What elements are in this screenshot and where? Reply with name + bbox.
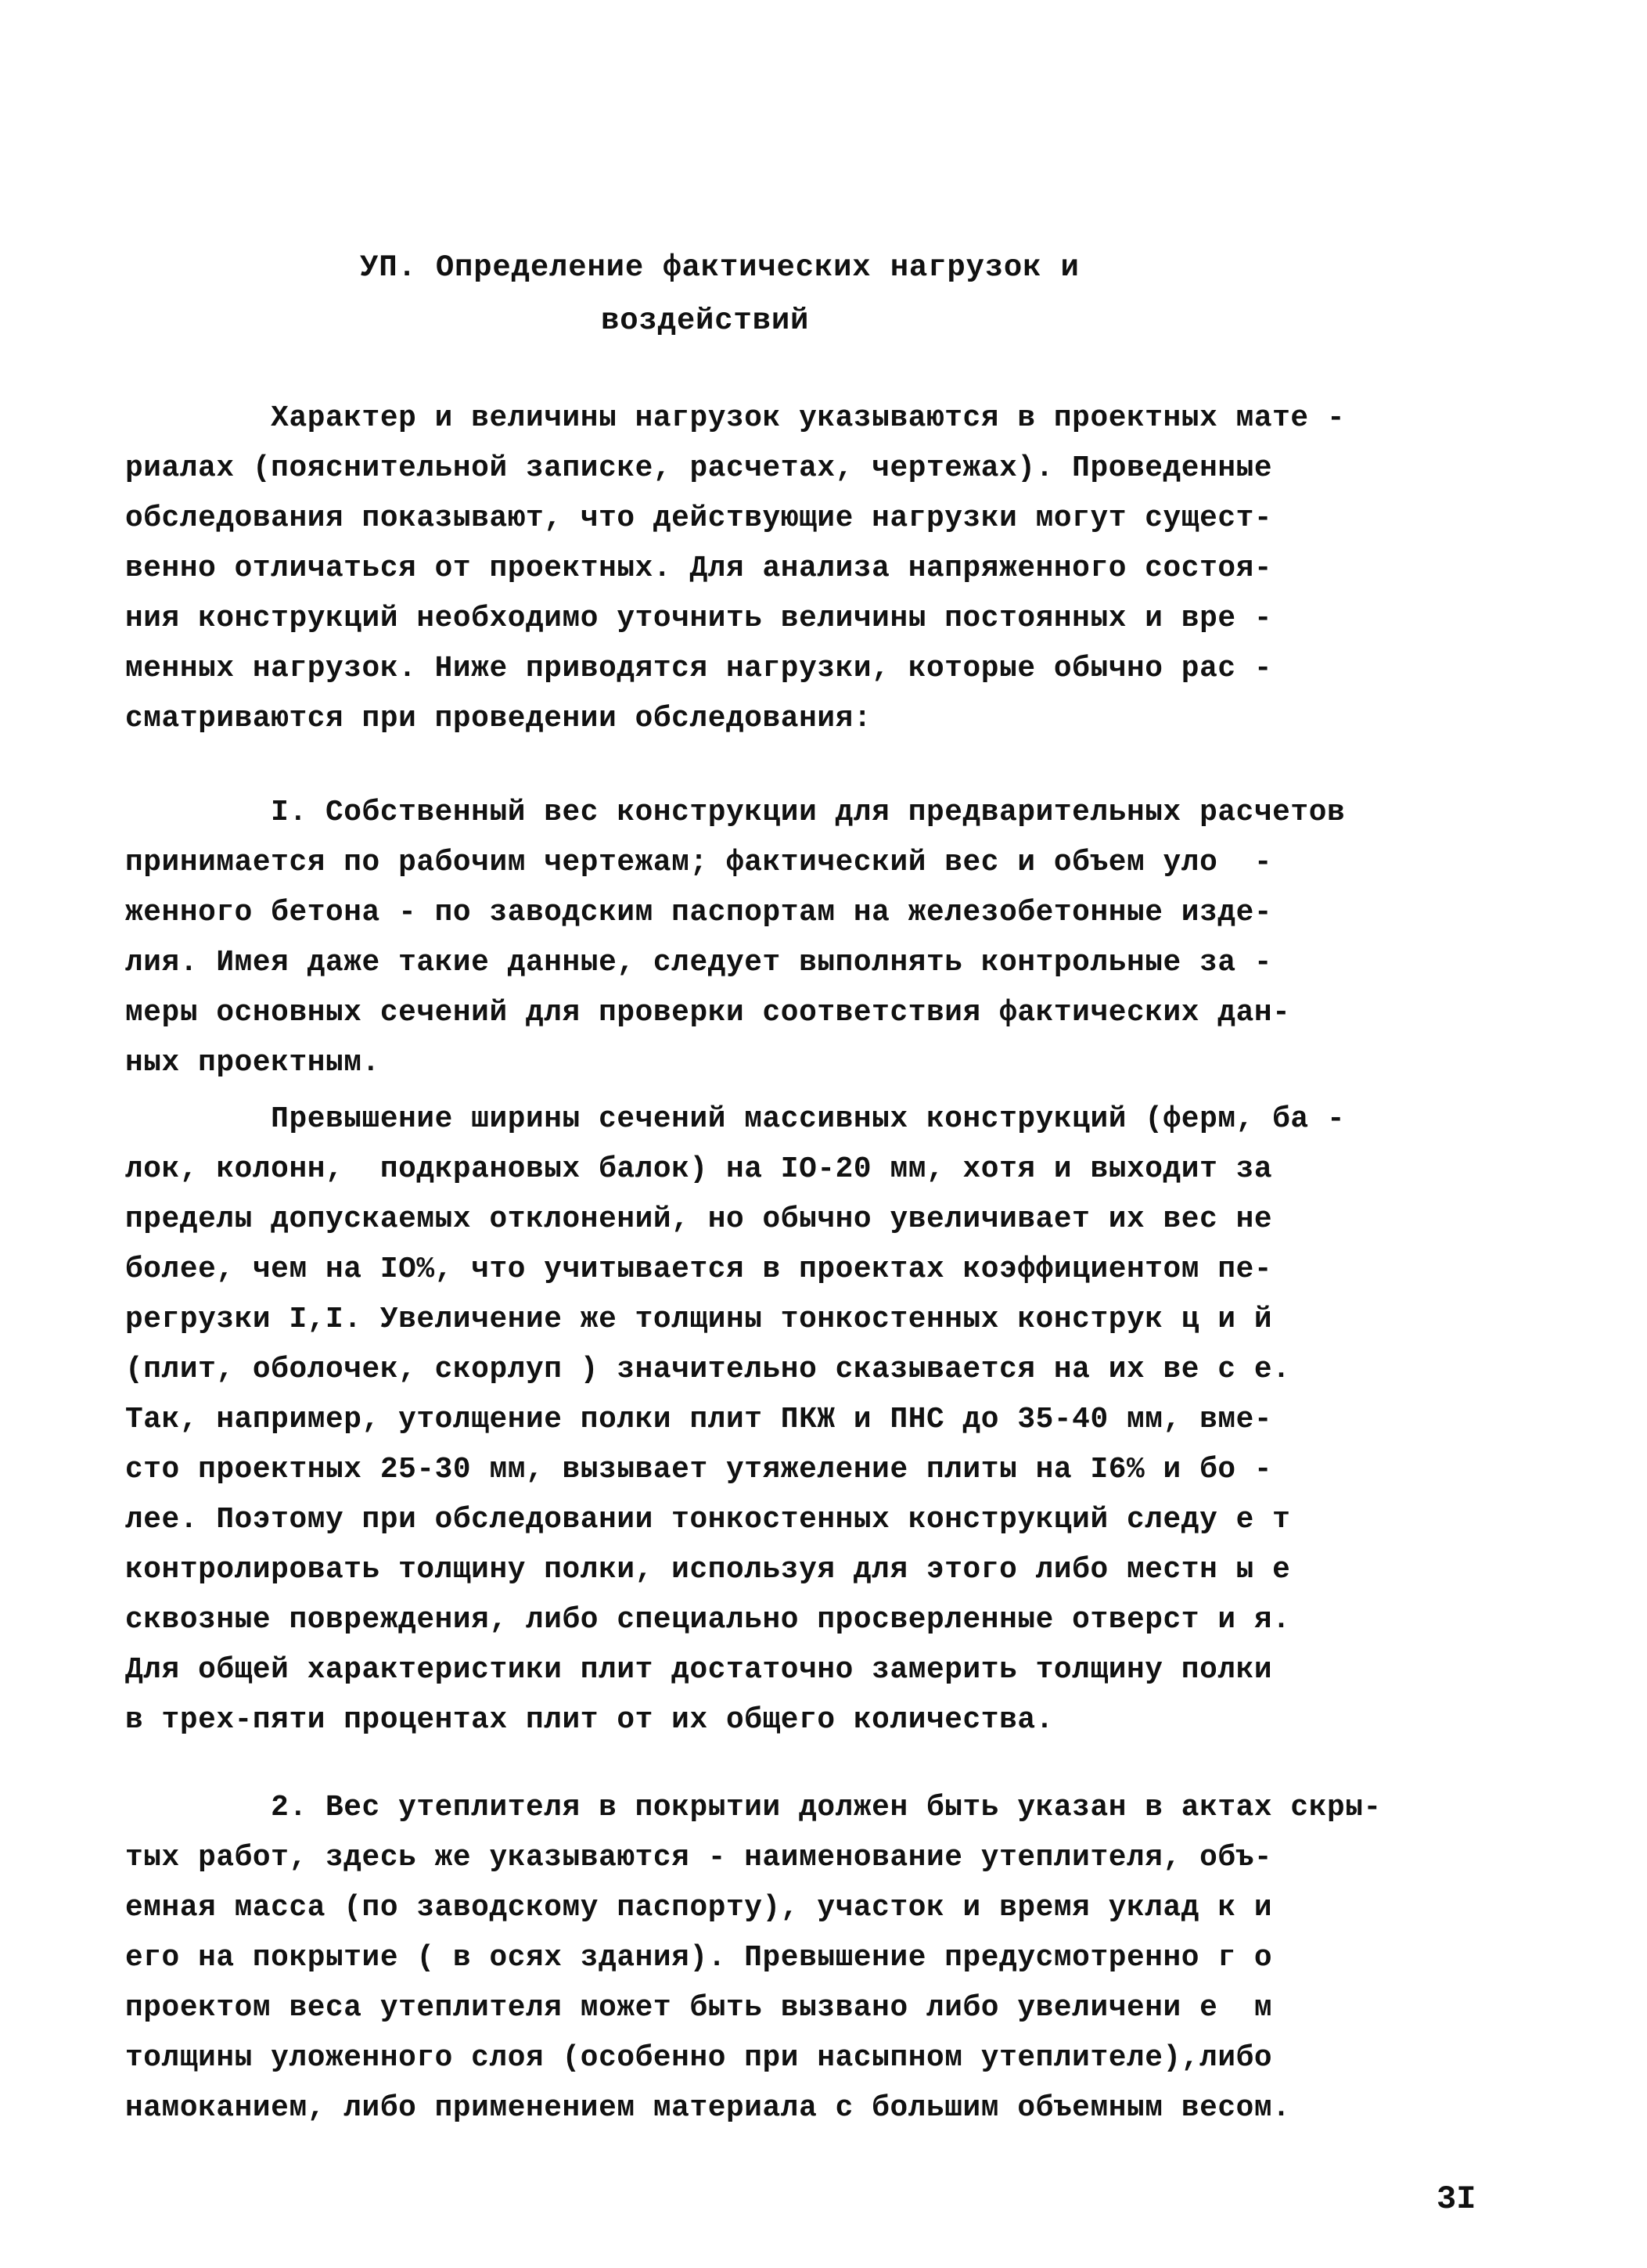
paragraph-line: более, чем на IO%, что учитывается в проектах коэффициентом пе- bbox=[125, 1252, 1273, 1286]
paragraph-line: менных нагрузок. Ниже приводятся нагрузки, которые обычно рас - bbox=[125, 651, 1273, 685]
paragraph-line: (плит, оболочек, скорлуп ) значительно сказывается на их ве с е. bbox=[125, 1352, 1291, 1386]
paragraph-line: ных проектным. bbox=[125, 1045, 380, 1080]
paragraph-line: регрузки I,I. Увеличение же толщины тонкостенных конструк ц и й bbox=[125, 1302, 1273, 1336]
paragraph-line: принимается по рабочим чертежам; фактический вес и объем уло - bbox=[125, 845, 1273, 879]
section-title-line-2: воздействий bbox=[601, 304, 810, 338]
page-number: 3I bbox=[1437, 2183, 1476, 2219]
paragraph-line: Для общей характеристики плит достаточно замерить толщину полки bbox=[125, 1652, 1273, 1687]
paragraph-line: сто проектных 25-30 мм, вызывает утяжеление плиты на I6% и бо - bbox=[125, 1452, 1273, 1486]
paragraph-line: ния конструкций необходимо уточнить величины постоянных и вре - bbox=[125, 601, 1273, 635]
paragraph-line: лок, колонн, подкрановых балок) на IO-20 мм, хотя и выходит за bbox=[125, 1152, 1273, 1186]
paragraph-line: риалах (пояснительной записке, расчетах, чертежах). Проведенные bbox=[125, 451, 1273, 485]
paragraph-line: женного бетона - по заводским паспортам на железобетонные изде- bbox=[125, 895, 1273, 929]
paragraph-line: тых работ, здесь же указываются - наименование утеплителя, объ- bbox=[125, 1840, 1273, 1874]
paragraph-line: 2. Вес утеплителя в покрытии должен быть указан в актах скры- bbox=[125, 1790, 1382, 1824]
paragraph-line: его на покрытие ( в осях здания). Превышение предусмотренно г о bbox=[125, 1940, 1273, 1975]
paragraph-line: I. Собственный вес конструкции для предварительных расчетов bbox=[125, 795, 1346, 829]
section-title-line-1: УП. Определение фактических нагрузок и bbox=[360, 250, 1080, 285]
paragraph-line: сматриваются при проведении обследования: bbox=[125, 701, 872, 735]
paragraph-line: обследования показывают, что действующие нагрузки могут сущест- bbox=[125, 501, 1273, 535]
paragraph-line: толщины уложенного слоя (особенно при насыпном утеплителе),либо bbox=[125, 2040, 1273, 2075]
paragraph-line: Так, например, утолщение полки плит ПКЖ и ПНС до 35-40 мм, вме- bbox=[125, 1402, 1273, 1436]
paragraph-line: лия. Имея даже такие данные, следует выполнять контрольные за - bbox=[125, 945, 1273, 979]
paragraph-line: проектом веса утеплителя может быть вызвано либо увеличени е м bbox=[125, 1990, 1273, 2025]
paragraph-line: лее. Поэтому при обследовании тонкостенных конструкций следу е т bbox=[125, 1502, 1291, 1537]
paragraph-line: венно отличаться от проектных. Для анализа напряженного состоя- bbox=[125, 551, 1273, 585]
paragraph-line: Превышение ширины сечений массивных конструкций (ферм, ба - bbox=[125, 1102, 1346, 1136]
paragraph-line: пределы допускаемых отклонений, но обычно увеличивает их вес не bbox=[125, 1202, 1273, 1236]
paragraph-line: емная масса (по заводскому паспорту), участок и время уклад к и bbox=[125, 1890, 1273, 1925]
paragraph-line: в трех-пяти процентах плит от их общего количества. bbox=[125, 1702, 1054, 1737]
paragraph-line: намоканием, либо применением материала с большим объемным весом. bbox=[125, 2090, 1291, 2125]
paragraph-line: Характер и величины нагрузок указываются в проектных мате - bbox=[125, 401, 1346, 435]
paragraph-line: контролировать толщину полки, используя для этого либо местн ы е bbox=[125, 1552, 1291, 1587]
paragraph-line: меры основных сечений для проверки соответствия фактических дан- bbox=[125, 995, 1291, 1030]
paragraph-line: сквозные повреждения, либо специально просверленные отверст и я. bbox=[125, 1602, 1291, 1637]
